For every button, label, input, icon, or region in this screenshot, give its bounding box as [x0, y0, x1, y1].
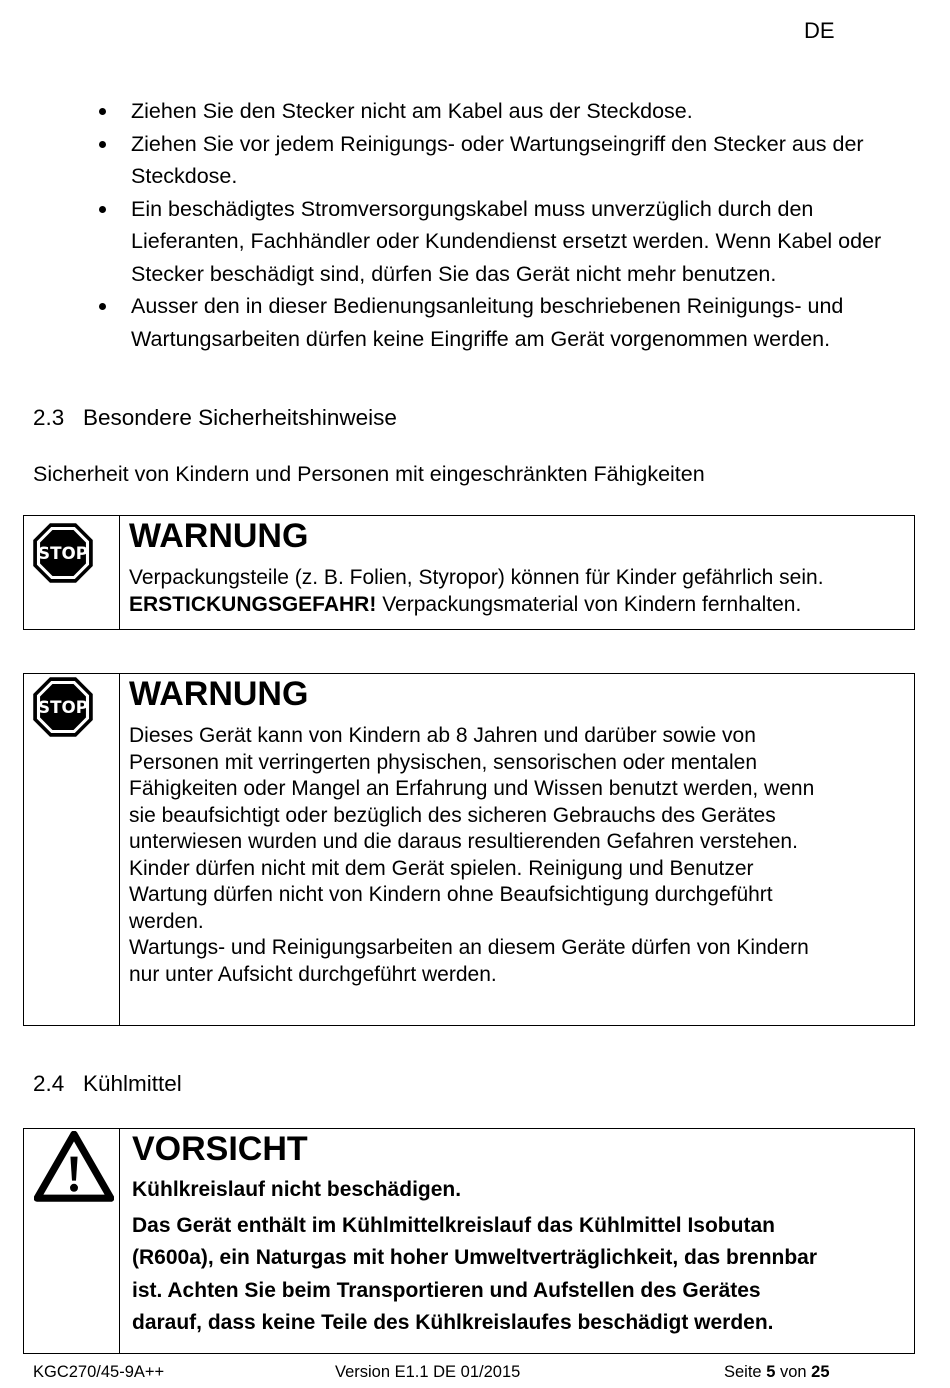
warning-text [129, 565, 904, 618]
caution-paragraph-line: (R600a), ein Naturgas mit hoher Umweltverträglichkeit, das brennbar [132, 1246, 818, 1269]
caution-title: VORSICHT [132, 1130, 308, 1168]
caution-line: Kühlkreislauf nicht beschädigen. [132, 1178, 462, 1201]
warning-line: Personen mit verringerten physischen, sensorischen oder mentalen [129, 750, 758, 774]
warning-line: Wartung dürfen nicht von Kindern ohne Beaufsichtigung durchgeführt [129, 883, 773, 906]
warning-line: unterwiesen wurden und die daraus resultierenden Gefahren verstehen. [129, 830, 798, 853]
page-current: 5 [766, 1363, 776, 1381]
section-heading-2-3 [33, 405, 397, 431]
warning-line: Kinder dürfen nicht mit dem Gerät spielen. Reinigung und Benutzer [129, 856, 754, 880]
section-number: 2.4 [33, 1071, 65, 1096]
warning-line: Verpackungsteile (z. B. Folien, Styropor) können für Kinder gefährlich sein. [129, 566, 824, 589]
caution-content [132, 1129, 904, 1340]
footer-model: KGC270/45-9A++ [33, 1363, 165, 1381]
language-code: DE [804, 18, 835, 43]
bullet-item: Ein beschädigtes Stromversorgungskabel muss unverzüglich durch den Lieferanten, Fachhändler oder Kundendienst ersetzt werden. Wenn Kabel oder Stecker beschädigt sind, dürfen Sie das Gerät nicht mehr benutzen. [95, 193, 915, 291]
footer-version: Version E1.1 DE 01/2015 [335, 1363, 521, 1381]
warning-line: sie beaufsichtigt oder bezüglich des sicheren Gebrauchs des Gerätes [129, 803, 776, 827]
bullet-item: Ausser den in dieser Bedienungsanleitung beschriebenen Reinigungs- und Wartungsarbeiten dürfen keine Eingriffe am Gerät vorgenommen werden. [95, 290, 915, 355]
section-subtitle: Sicherheit von Kindern und Personen mit eingeschränkten Fähigkeiten [33, 462, 705, 486]
warning-content [129, 516, 904, 618]
bullet-item: Ziehen Sie den Stecker nicht am Kabel aus der Steckdose. [95, 95, 915, 128]
warning-line-emphasis [129, 592, 904, 619]
warning-emphasis: ERSTICKUNGSGEFAHR! [129, 592, 377, 616]
page-total: 25 [811, 1363, 830, 1381]
section-number: 2.3 [33, 405, 65, 430]
warning-title: WARNUNG [129, 517, 309, 555]
warning-icon-cell [24, 516, 120, 629]
stop-sign-label: STOP [38, 543, 88, 564]
page-middle: von [775, 1363, 812, 1381]
section-title: Kühlmittel [83, 1071, 182, 1096]
caution-paragraph-line: ist. Achten Sie beim Transportieren und Aufstellen des Gerätes [132, 1278, 761, 1302]
warning-line: Fähigkeiten oder Mangel an Erfahrung und Wissen benutzt werden, wenn [129, 777, 815, 800]
stop-sign-icon [32, 522, 94, 584]
warning-line: Dieses Gerät kann von Kindern ab 8 Jahren und darüber sowie von [129, 724, 756, 747]
section-title: Besondere Sicherheitshinweise [83, 405, 397, 430]
bullet-item: Ziehen Sie vor jedem Reinigungs- oder Wartungseingriff den Stecker aus der Steckdose. [95, 128, 915, 193]
warning-icon-cell [24, 674, 120, 1025]
warning-line: werden. [129, 909, 204, 933]
warning-box-packaging [23, 515, 915, 630]
warning-line-rest: Verpackungsmaterial von Kindern fernhalten. [376, 592, 802, 616]
warning-title: WARNUNG [129, 675, 309, 713]
caution-paragraph [132, 1210, 904, 1340]
stop-sign-icon [32, 676, 94, 738]
warning-box-children [23, 673, 915, 1026]
warning-line: Wartungs- und Reinigungsarbeiten an diesem Geräte dürfen von Kindern [129, 936, 809, 959]
page-prefix: Seite [724, 1363, 767, 1381]
caution-icon-cell [24, 1129, 120, 1353]
warning-line: nur unter Aufsicht durchgeführt werden. [129, 962, 497, 986]
caution-box-refrigerant [23, 1128, 915, 1354]
footer-page-number [724, 1363, 830, 1382]
section-heading-2-4 [33, 1071, 182, 1097]
warning-content [129, 674, 904, 988]
safety-bullet-list [95, 95, 915, 355]
stop-sign-label: STOP [38, 697, 88, 718]
caution-paragraph-line: darauf, dass keine Teile des Kühlkreislaufes beschädigt werden. [132, 1311, 774, 1334]
caution-paragraph-line: Das Gerät enthält im Kühlmittelkreislauf das Kühlmittel Isobutan [132, 1213, 775, 1237]
warning-triangle-icon [34, 1131, 114, 1203]
warning-paragraph [129, 723, 904, 988]
